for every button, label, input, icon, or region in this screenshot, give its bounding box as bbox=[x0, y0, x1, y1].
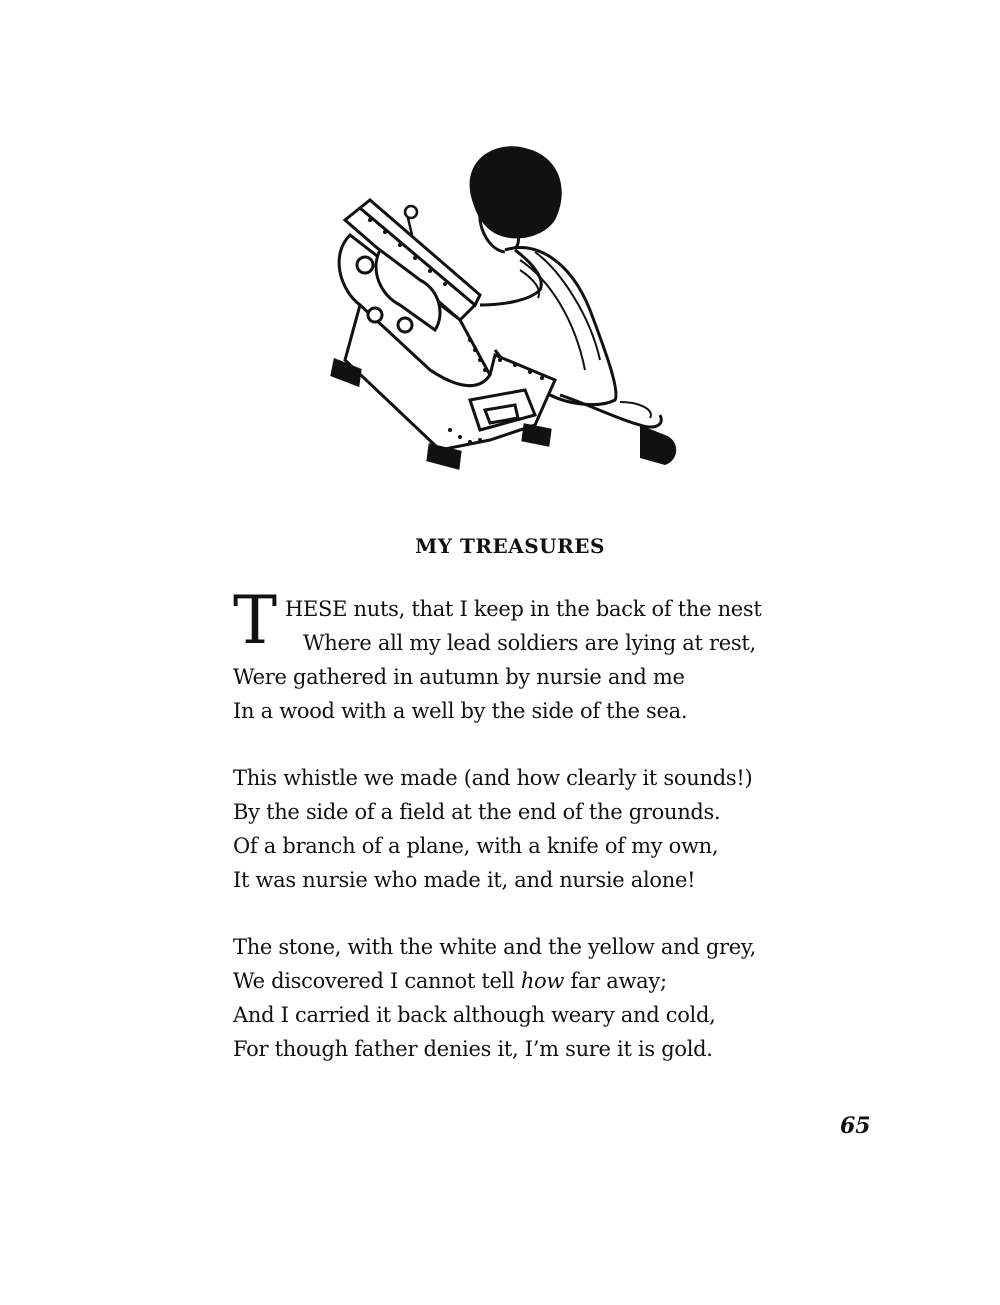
child-hair bbox=[470, 146, 562, 238]
stanza-gap bbox=[233, 897, 873, 930]
poem-line bbox=[233, 964, 873, 998]
child-shoe bbox=[640, 425, 676, 465]
child-with-treasure-chest-illustration bbox=[320, 140, 700, 490]
stanza-gap bbox=[233, 728, 873, 761]
drop-cap: T bbox=[233, 582, 277, 659]
poem-line: It was nursie who made it, and nursie alone! bbox=[233, 868, 696, 892]
poem-title: MY TREASURES bbox=[415, 534, 605, 558]
poem-line: Were gathered in autumn by nursie and me bbox=[233, 665, 685, 689]
poem-line: Where all my lead soldiers are lying at rest, bbox=[303, 631, 756, 655]
poem-line: For though father denies it, I’m sure it is gold. bbox=[233, 1037, 713, 1061]
italic-word: how bbox=[520, 969, 565, 993]
poem-line: HESE nuts, that I keep in the back of the nest bbox=[285, 597, 762, 621]
poem-line: Of a branch of a plane, with a knife of my own, bbox=[233, 834, 719, 858]
poem-line: The stone, with the white and the yellow and grey, bbox=[233, 935, 757, 959]
page-number: 65 bbox=[840, 1113, 871, 1139]
line-text: We discovered I cannot tell bbox=[233, 969, 521, 993]
poem-body bbox=[233, 582, 873, 1066]
poem-line: And I carried it back although weary and cold, bbox=[233, 1003, 716, 1027]
poem-line: In a wood with a well by the side of the sea. bbox=[233, 699, 688, 723]
stanza-1-opening bbox=[233, 582, 873, 660]
line-text: far away; bbox=[564, 969, 667, 993]
poem-line: By the side of a field at the end of the grounds. bbox=[233, 800, 721, 824]
poem-line: This whistle we made (and how clearly it sounds!) bbox=[233, 766, 753, 790]
